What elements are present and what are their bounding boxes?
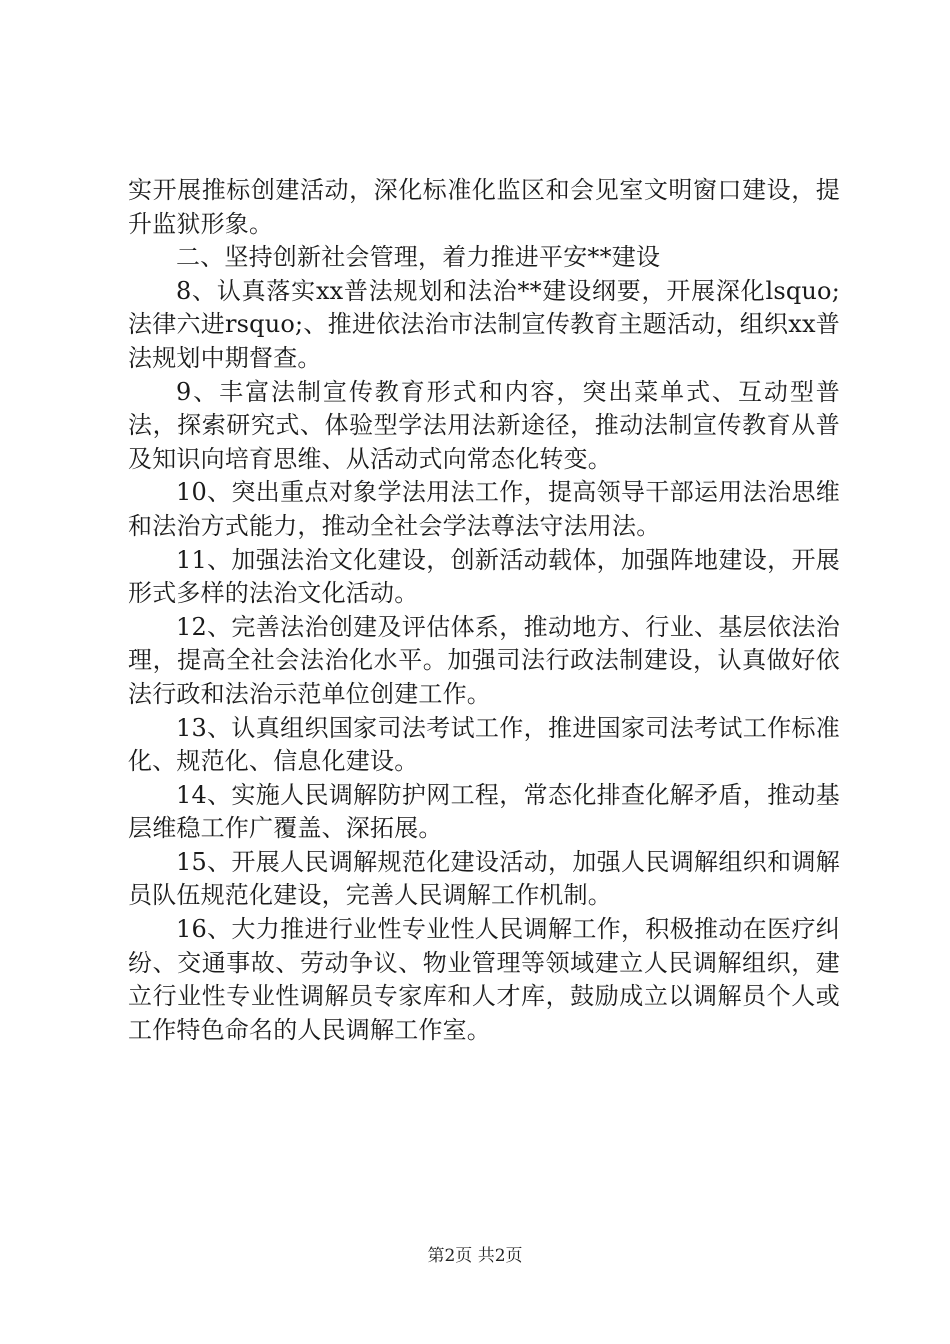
- paragraph-item-13: 13、认真组织国家司法考试工作，推进国家司法考试工作标准化、规范化、信息化建设。: [128, 713, 840, 776]
- paragraph-1: 实开展推标创建活动，深化标准化监区和会见室文明窗口建设，提升监狱形象。: [128, 176, 840, 238]
- document-body: [128, 174, 840, 1047]
- page-footer: [0, 1246, 950, 1266]
- paragraph-item-8: 8、认真落实xx普法规划和法治**建设纲要，开展深化lsquo;法律六进rsquo;、推进依法治市法制宣传教育主题活动，组织xx普法规划中期督查。: [128, 276, 840, 372]
- paragraph-item-10: 10、突出重点对象学法用法工作，提高领导干部运用法治思维和法治方式能力，推动全社会学法尊法守法用法。: [128, 478, 840, 540]
- paragraph-item-9: 9、丰富法制宣传教育形式和内容，突出菜单式、互动型普法，探索研究式、体验型学法用法新途径，推动法制宣传教育从普及知识向培育思维、从活动式向常态化转变。: [128, 377, 840, 473]
- paragraph-item-14: 14、实施人民调解防护网工程，常态化排查化解矛盾，推动基层维稳工作广覆盖、深拓展。: [128, 780, 840, 843]
- section-heading-2: 二、坚持创新社会管理，着力推进平安**建设: [176, 243, 661, 272]
- paragraph-item-15: 15、开展人民调解规范化建设活动，加强人民调解组织和调解员队伍规范化建设，完善人民调解工作机制。: [128, 847, 840, 910]
- paragraph-item-12: 12、完善法治创建及评估体系，推动地方、行业、基层依法治理，提高全社会法治化水平。加强司法行政法制建设，认真做好依法行政和法治示范单位创建工作。: [128, 612, 840, 708]
- paragraph-item-16: 16、大力推进行业性专业性人民调解工作，积极推动在医疗纠纷、交通事故、劳动争议、物业管理等领域建立人民调解组织，建立行业性专业性调解员专家库和人才库，鼓励成立以调解员个人或工作特色命名的人民调解工作室。: [128, 915, 840, 1044]
- page-number-label: 第2页 共2页: [427, 1246, 523, 1266]
- paragraph-item-11: 11、加强法治文化建设，创新活动载体，加强阵地建设，开展形式多样的法治文化活动。: [128, 545, 840, 608]
